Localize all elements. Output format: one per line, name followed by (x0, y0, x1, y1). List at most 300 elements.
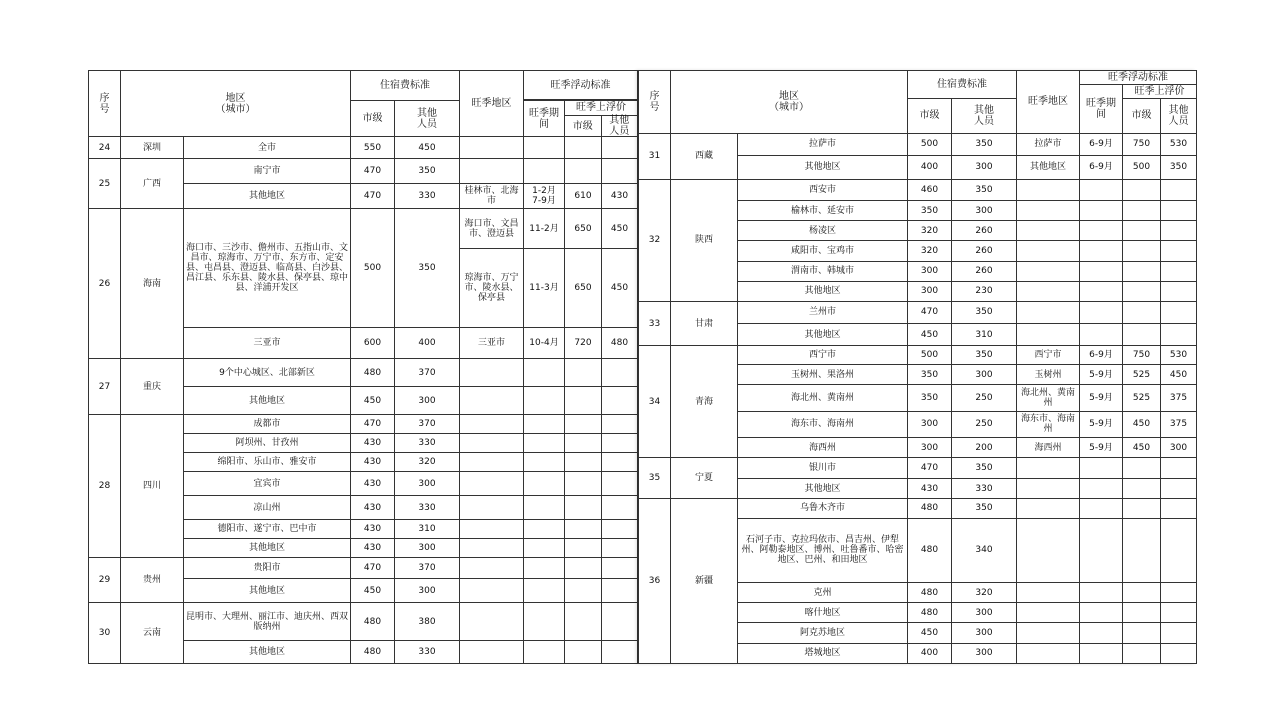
row-city: 宜宾市 (184, 472, 351, 496)
row-seq: 35 (639, 458, 671, 499)
row-city-level-price: 300 (908, 437, 952, 457)
empty-cell (1161, 623, 1197, 643)
row-province: 重庆 (121, 359, 184, 415)
row-peak-period: 10-4月 (524, 328, 565, 359)
row-peak-city-price: 650 (565, 209, 602, 249)
empty-cell (524, 520, 565, 539)
empty-cell (1017, 324, 1080, 346)
row-city-level-price: 400 (908, 643, 952, 663)
row-peak-period: 11-2月 (524, 209, 565, 249)
row-city: 贵阳市 (184, 558, 351, 579)
row-city-level-price: 430 (908, 479, 952, 499)
row-other-price: 370 (395, 359, 460, 387)
empty-cell (460, 579, 524, 603)
row-other-price: 330 (952, 479, 1017, 499)
row-city: 凉山州 (184, 496, 351, 520)
row-city: 德阳市、遂宁市、巴中市 (184, 520, 351, 539)
row-city: 西宁市 (738, 346, 908, 365)
row-peak-other-price: 430 (602, 184, 638, 209)
row-peak-period: 5-9月 (1080, 437, 1123, 457)
row-city-level-price: 600 (351, 328, 395, 359)
row-peak-area: 玉树州 (1017, 365, 1080, 385)
empty-cell (602, 137, 638, 159)
empty-cell (565, 434, 602, 453)
empty-cell (565, 496, 602, 520)
empty-cell (1123, 643, 1161, 663)
row-city: 其他地区 (738, 324, 908, 346)
empty-cell (524, 496, 565, 520)
row-city-level-price: 480 (908, 499, 952, 518)
empty-cell (565, 359, 602, 387)
empty-cell (1017, 518, 1080, 583)
empty-cell (565, 558, 602, 579)
row-peak-period: 5-9月 (1080, 385, 1123, 411)
row-city-level-price: 350 (908, 201, 952, 221)
empty-cell (1161, 179, 1197, 200)
empty-cell (602, 603, 638, 641)
row-city: 兰州市 (738, 301, 908, 323)
header-peak-float-std: 旺季浮动标准 (1080, 71, 1197, 85)
table-row (89, 603, 638, 641)
empty-cell (524, 387, 565, 415)
row-city-level-price: 470 (351, 184, 395, 209)
row-peak-area: 海东市、海南州 (1017, 411, 1080, 437)
empty-cell (1123, 241, 1161, 261)
empty-cell (524, 603, 565, 641)
empty-cell (1017, 301, 1080, 323)
header-upper-subcols (565, 116, 637, 136)
empty-cell (460, 415, 524, 434)
empty-cell (1080, 324, 1123, 346)
empty-cell (1123, 499, 1161, 518)
row-seq: 24 (89, 137, 121, 159)
empty-cell (460, 387, 524, 415)
empty-cell (602, 558, 638, 579)
row-province: 广西 (121, 159, 184, 209)
empty-cell (1123, 479, 1161, 499)
empty-cell (1161, 499, 1197, 518)
row-province: 深圳 (121, 137, 184, 159)
row-peak-area: 三亚市 (460, 328, 524, 359)
empty-cell (524, 539, 565, 558)
table-row (89, 359, 638, 387)
header-city-label: （城市） (215, 103, 256, 115)
row-other-price: 330 (395, 496, 460, 520)
empty-cell (602, 434, 638, 453)
empty-cell (565, 520, 602, 539)
row-city-level-price: 450 (351, 579, 395, 603)
header-row (89, 71, 638, 100)
row-city: 海西州 (738, 437, 908, 457)
header-city-level: 市级 (908, 99, 952, 133)
empty-cell (1080, 643, 1123, 663)
empty-cell (1161, 221, 1197, 241)
row-seq: 33 (639, 301, 671, 345)
row-peak-period: 6-9月 (1080, 155, 1123, 179)
row-peak-period: 11-3月 (524, 249, 565, 328)
empty-cell (1161, 281, 1197, 301)
row-province: 新疆 (671, 499, 738, 664)
empty-cell (1080, 583, 1123, 603)
empty-cell (1161, 301, 1197, 323)
empty-cell (1161, 479, 1197, 499)
row-peak-area: 琼海市、万宁市、陵水县、保亭县 (460, 249, 524, 328)
row-peak-area: 其他地区 (1017, 155, 1080, 179)
row-city: 乌鲁木齐市 (738, 499, 908, 518)
header-city-label: （城市） (769, 101, 809, 113)
row-peak-period: 1-2月 7-9月 (524, 184, 565, 209)
row-city-level-price: 430 (351, 520, 395, 539)
table-row (639, 458, 1197, 479)
row-province: 四川 (121, 415, 184, 558)
row-city-level-price: 450 (351, 387, 395, 415)
empty-cell (1080, 179, 1123, 200)
row-city: 绵阳市、乐山市、雅安市 (184, 453, 351, 472)
header-peak-upper: 旺季上浮价 (565, 101, 637, 116)
row-province: 青海 (671, 346, 738, 458)
row-seq: 26 (89, 209, 121, 359)
row-other-price: 450 (395, 137, 460, 159)
empty-cell (565, 603, 602, 641)
empty-cell (1080, 499, 1123, 518)
row-city-level-price: 480 (351, 603, 395, 641)
row-other-price: 350 (395, 159, 460, 184)
header-peak-region: 旺季地区 (460, 71, 524, 137)
row-other-price: 310 (952, 324, 1017, 346)
empty-cell (1123, 324, 1161, 346)
table-row (639, 133, 1197, 155)
empty-cell (1017, 179, 1080, 200)
row-province: 甘肃 (671, 301, 738, 345)
table-row (639, 301, 1197, 323)
empty-cell (1161, 324, 1197, 346)
row-city: 榆林市、延安市 (738, 201, 908, 221)
row-city: 银川市 (738, 458, 908, 479)
row-city-level-price: 500 (908, 346, 952, 365)
row-province: 西藏 (671, 133, 738, 179)
row-city-level-price: 480 (908, 518, 952, 583)
row-city-level-price: 350 (908, 385, 952, 411)
empty-cell (565, 387, 602, 415)
empty-cell (602, 472, 638, 496)
row-peak-area: 海西州 (1017, 437, 1080, 457)
empty-cell (1080, 518, 1123, 583)
row-city-level-price: 500 (908, 133, 952, 155)
row-other-price: 350 (395, 209, 460, 328)
empty-cell (460, 159, 524, 184)
row-peak-city-price: 610 (565, 184, 602, 209)
table-row (89, 159, 638, 184)
header-peak-float-std: 旺季浮动标准 (524, 71, 638, 100)
empty-cell (1080, 479, 1123, 499)
empty-cell (1161, 261, 1197, 281)
header-peak-period: 旺季期 间 (524, 101, 565, 137)
row-city: 杨凌区 (738, 221, 908, 241)
row-city-level-price: 500 (351, 209, 395, 328)
empty-cell (1017, 261, 1080, 281)
row-city: 塔城地区 (738, 643, 908, 663)
row-seq: 34 (639, 346, 671, 458)
row-other-price: 350 (952, 179, 1017, 200)
row-city-level-price: 470 (351, 558, 395, 579)
header-upper-other: 其他 人员 (1161, 99, 1197, 133)
row-seq: 31 (639, 133, 671, 179)
empty-cell (524, 359, 565, 387)
empty-cell (602, 641, 638, 664)
table-row (89, 415, 638, 434)
row-other-price: 380 (395, 603, 460, 641)
row-city: 西安市 (738, 179, 908, 200)
header-region (671, 71, 908, 134)
empty-cell (1080, 221, 1123, 241)
row-city: 咸阳市、宝鸡市 (738, 241, 908, 261)
row-city-level-price: 470 (908, 458, 952, 479)
row-city: 其他地区 (738, 479, 908, 499)
row-other-price: 350 (952, 346, 1017, 365)
row-city-level-price: 450 (908, 324, 952, 346)
row-other-price: 350 (952, 499, 1017, 518)
empty-cell (1123, 623, 1161, 643)
table-row (639, 499, 1197, 518)
empty-cell (1123, 518, 1161, 583)
empty-cell (565, 472, 602, 496)
empty-cell (565, 641, 602, 664)
header-other-staff: 其他 人员 (952, 99, 1017, 133)
header-seq: 序 号 (639, 71, 671, 134)
row-peak-other-price: 300 (1161, 437, 1197, 457)
row-city: 三亚市 (184, 328, 351, 359)
row-city-level-price: 430 (351, 496, 395, 520)
header-lodging-std: 住宿费标准 (908, 71, 1017, 99)
table-row (639, 179, 1197, 200)
row-city-level-price: 430 (351, 453, 395, 472)
row-city: 海口市、三沙市、儋州市、五指山市、文昌市、琼海市、万宁市、东方市、定安县、屯昌县、澄迈县、临高县、白沙县、昌江县、乐东县、陵水县、保亭县、琼中县、洋浦开发区 (184, 209, 351, 328)
empty-cell (460, 520, 524, 539)
row-other-price: 200 (952, 437, 1017, 457)
empty-cell (524, 579, 565, 603)
empty-cell (602, 539, 638, 558)
row-city: 石河子市、克拉玛依市、昌吉州、伊犁州、阿勒泰地区、博州、吐鲁番市、哈密地区、巴州、和田地区 (738, 518, 908, 583)
empty-cell (524, 453, 565, 472)
empty-cell (1161, 201, 1197, 221)
header-peak-upper: 旺季上浮价 (1123, 85, 1197, 99)
row-other-price: 300 (395, 579, 460, 603)
empty-cell (1123, 583, 1161, 603)
empty-cell (1123, 179, 1161, 200)
row-city-level-price: 430 (351, 472, 395, 496)
empty-cell (524, 137, 565, 159)
empty-cell (460, 453, 524, 472)
row-peak-city-price: 750 (1123, 133, 1161, 155)
row-city: 海北州、黄南州 (738, 385, 908, 411)
empty-cell (1123, 261, 1161, 281)
header-upper-other: 其他 人员 (609, 115, 630, 137)
row-city-level-price: 480 (351, 641, 395, 664)
row-city: 其他地区 (184, 579, 351, 603)
row-other-price: 330 (395, 641, 460, 664)
row-seq: 29 (89, 558, 121, 603)
row-province: 宁夏 (671, 458, 738, 499)
row-seq: 28 (89, 415, 121, 558)
empty-cell (460, 641, 524, 664)
empty-cell (1017, 603, 1080, 623)
row-seq: 25 (89, 159, 121, 209)
empty-cell (460, 137, 524, 159)
row-city: 阿克苏地区 (738, 623, 908, 643)
row-peak-other-price: 450 (1161, 365, 1197, 385)
row-city-level-price: 470 (351, 415, 395, 434)
header-region (121, 71, 351, 137)
header-lodging-std: 住宿费标准 (351, 71, 460, 101)
empty-cell (460, 496, 524, 520)
row-peak-city-price: 450 (1123, 437, 1161, 457)
empty-cell (1017, 241, 1080, 261)
row-peak-area: 西宁市 (1017, 346, 1080, 365)
empty-cell (602, 159, 638, 184)
empty-cell (1080, 301, 1123, 323)
row-peak-other-price: 450 (602, 209, 638, 249)
empty-cell (1123, 221, 1161, 241)
empty-cell (602, 520, 638, 539)
row-other-price: 260 (952, 261, 1017, 281)
row-other-price: 300 (952, 155, 1017, 179)
row-city: 其他地区 (184, 184, 351, 209)
header-peak-region: 旺季地区 (1017, 71, 1080, 134)
empty-cell (1017, 281, 1080, 301)
row-city-level-price: 430 (351, 434, 395, 453)
row-city-level-price: 450 (908, 623, 952, 643)
row-other-price: 300 (952, 643, 1017, 663)
row-city: 其他地区 (738, 281, 908, 301)
empty-cell (1017, 458, 1080, 479)
empty-cell (602, 496, 638, 520)
empty-cell (524, 472, 565, 496)
header-peak-period: 旺季期 间 (1080, 85, 1123, 133)
row-peak-city-price: 650 (565, 249, 602, 328)
row-peak-area: 桂林市、北海市 (460, 184, 524, 209)
header-region-label: 地区 (225, 92, 246, 104)
row-city: 南宁市 (184, 159, 351, 184)
row-peak-other-price: 375 (1161, 385, 1197, 411)
empty-cell (460, 539, 524, 558)
header-other-staff: 其他 人员 (395, 101, 460, 137)
row-peak-period: 6-9月 (1080, 133, 1123, 155)
row-city: 昆明市、大理州、丽江市、迪庆州、西双版纳州 (184, 603, 351, 641)
empty-cell (1080, 623, 1123, 643)
empty-cell (1123, 201, 1161, 221)
table-row (89, 137, 638, 159)
row-city: 其他地区 (738, 155, 908, 179)
row-other-price: 340 (952, 518, 1017, 583)
row-city-level-price: 430 (351, 539, 395, 558)
row-city-level-price: 400 (908, 155, 952, 179)
row-city: 玉树州、果洛州 (738, 365, 908, 385)
empty-cell (1080, 261, 1123, 281)
row-province: 云南 (121, 603, 184, 664)
row-other-price: 330 (395, 434, 460, 453)
empty-cell (460, 558, 524, 579)
row-city-level-price: 300 (908, 281, 952, 301)
row-peak-city-price: 525 (1123, 365, 1161, 385)
empty-cell (524, 159, 565, 184)
row-province: 陕西 (671, 179, 738, 301)
empty-cell (1080, 201, 1123, 221)
row-seq: 32 (639, 179, 671, 301)
row-city-level-price: 320 (908, 221, 952, 241)
empty-cell (1017, 479, 1080, 499)
row-other-price: 250 (952, 411, 1017, 437)
row-peak-other-price: 350 (1161, 155, 1197, 179)
row-city-level-price: 350 (908, 365, 952, 385)
empty-cell (460, 603, 524, 641)
header-region-label: 地区 (779, 90, 799, 102)
right-table-pane (638, 70, 1196, 664)
left-table-pane (88, 70, 637, 664)
row-seq: 36 (639, 499, 671, 664)
empty-cell (602, 415, 638, 434)
header-upper-city: 市级 (1123, 99, 1161, 133)
header-upper-city: 市级 (565, 116, 602, 136)
row-other-price: 350 (952, 133, 1017, 155)
row-other-price: 260 (952, 241, 1017, 261)
header-peak-upper-group (565, 101, 638, 137)
empty-cell (1080, 281, 1123, 301)
row-other-price: 300 (952, 365, 1017, 385)
row-peak-period: 6-9月 (1080, 346, 1123, 365)
empty-cell (1161, 518, 1197, 583)
empty-cell (1123, 458, 1161, 479)
table-row (639, 346, 1197, 365)
row-peak-other-price: 375 (1161, 411, 1197, 437)
empty-cell (565, 539, 602, 558)
table-row (89, 209, 638, 249)
empty-cell (602, 453, 638, 472)
row-peak-city-price: 720 (565, 328, 602, 359)
row-city: 成都市 (184, 415, 351, 434)
empty-cell (1161, 603, 1197, 623)
empty-cell (1017, 201, 1080, 221)
row-city-level-price: 300 (908, 261, 952, 281)
empty-cell (1017, 583, 1080, 603)
empty-cell (1080, 241, 1123, 261)
row-city-level-price: 480 (908, 583, 952, 603)
row-peak-other-price: 480 (602, 328, 638, 359)
empty-cell (565, 137, 602, 159)
row-other-price: 300 (952, 603, 1017, 623)
row-city: 海东市、海南州 (738, 411, 908, 437)
header-seq: 序 号 (89, 71, 121, 137)
empty-cell (460, 472, 524, 496)
row-city: 其他地区 (184, 539, 351, 558)
row-peak-other-price: 530 (1161, 346, 1197, 365)
row-city: 拉萨市 (738, 133, 908, 155)
empty-cell (1123, 301, 1161, 323)
empty-cell (1161, 241, 1197, 261)
row-other-price: 230 (952, 281, 1017, 301)
row-city: 其他地区 (184, 387, 351, 415)
empty-cell (1123, 281, 1161, 301)
empty-cell (565, 579, 602, 603)
row-province: 贵州 (121, 558, 184, 603)
row-city-level-price: 320 (908, 241, 952, 261)
row-city: 9个中心城区、北部新区 (184, 359, 351, 387)
row-city: 克州 (738, 583, 908, 603)
row-city: 喀什地区 (738, 603, 908, 623)
row-peak-area: 拉萨市 (1017, 133, 1080, 155)
empty-cell (524, 641, 565, 664)
row-city-level-price: 550 (351, 137, 395, 159)
empty-cell (524, 415, 565, 434)
